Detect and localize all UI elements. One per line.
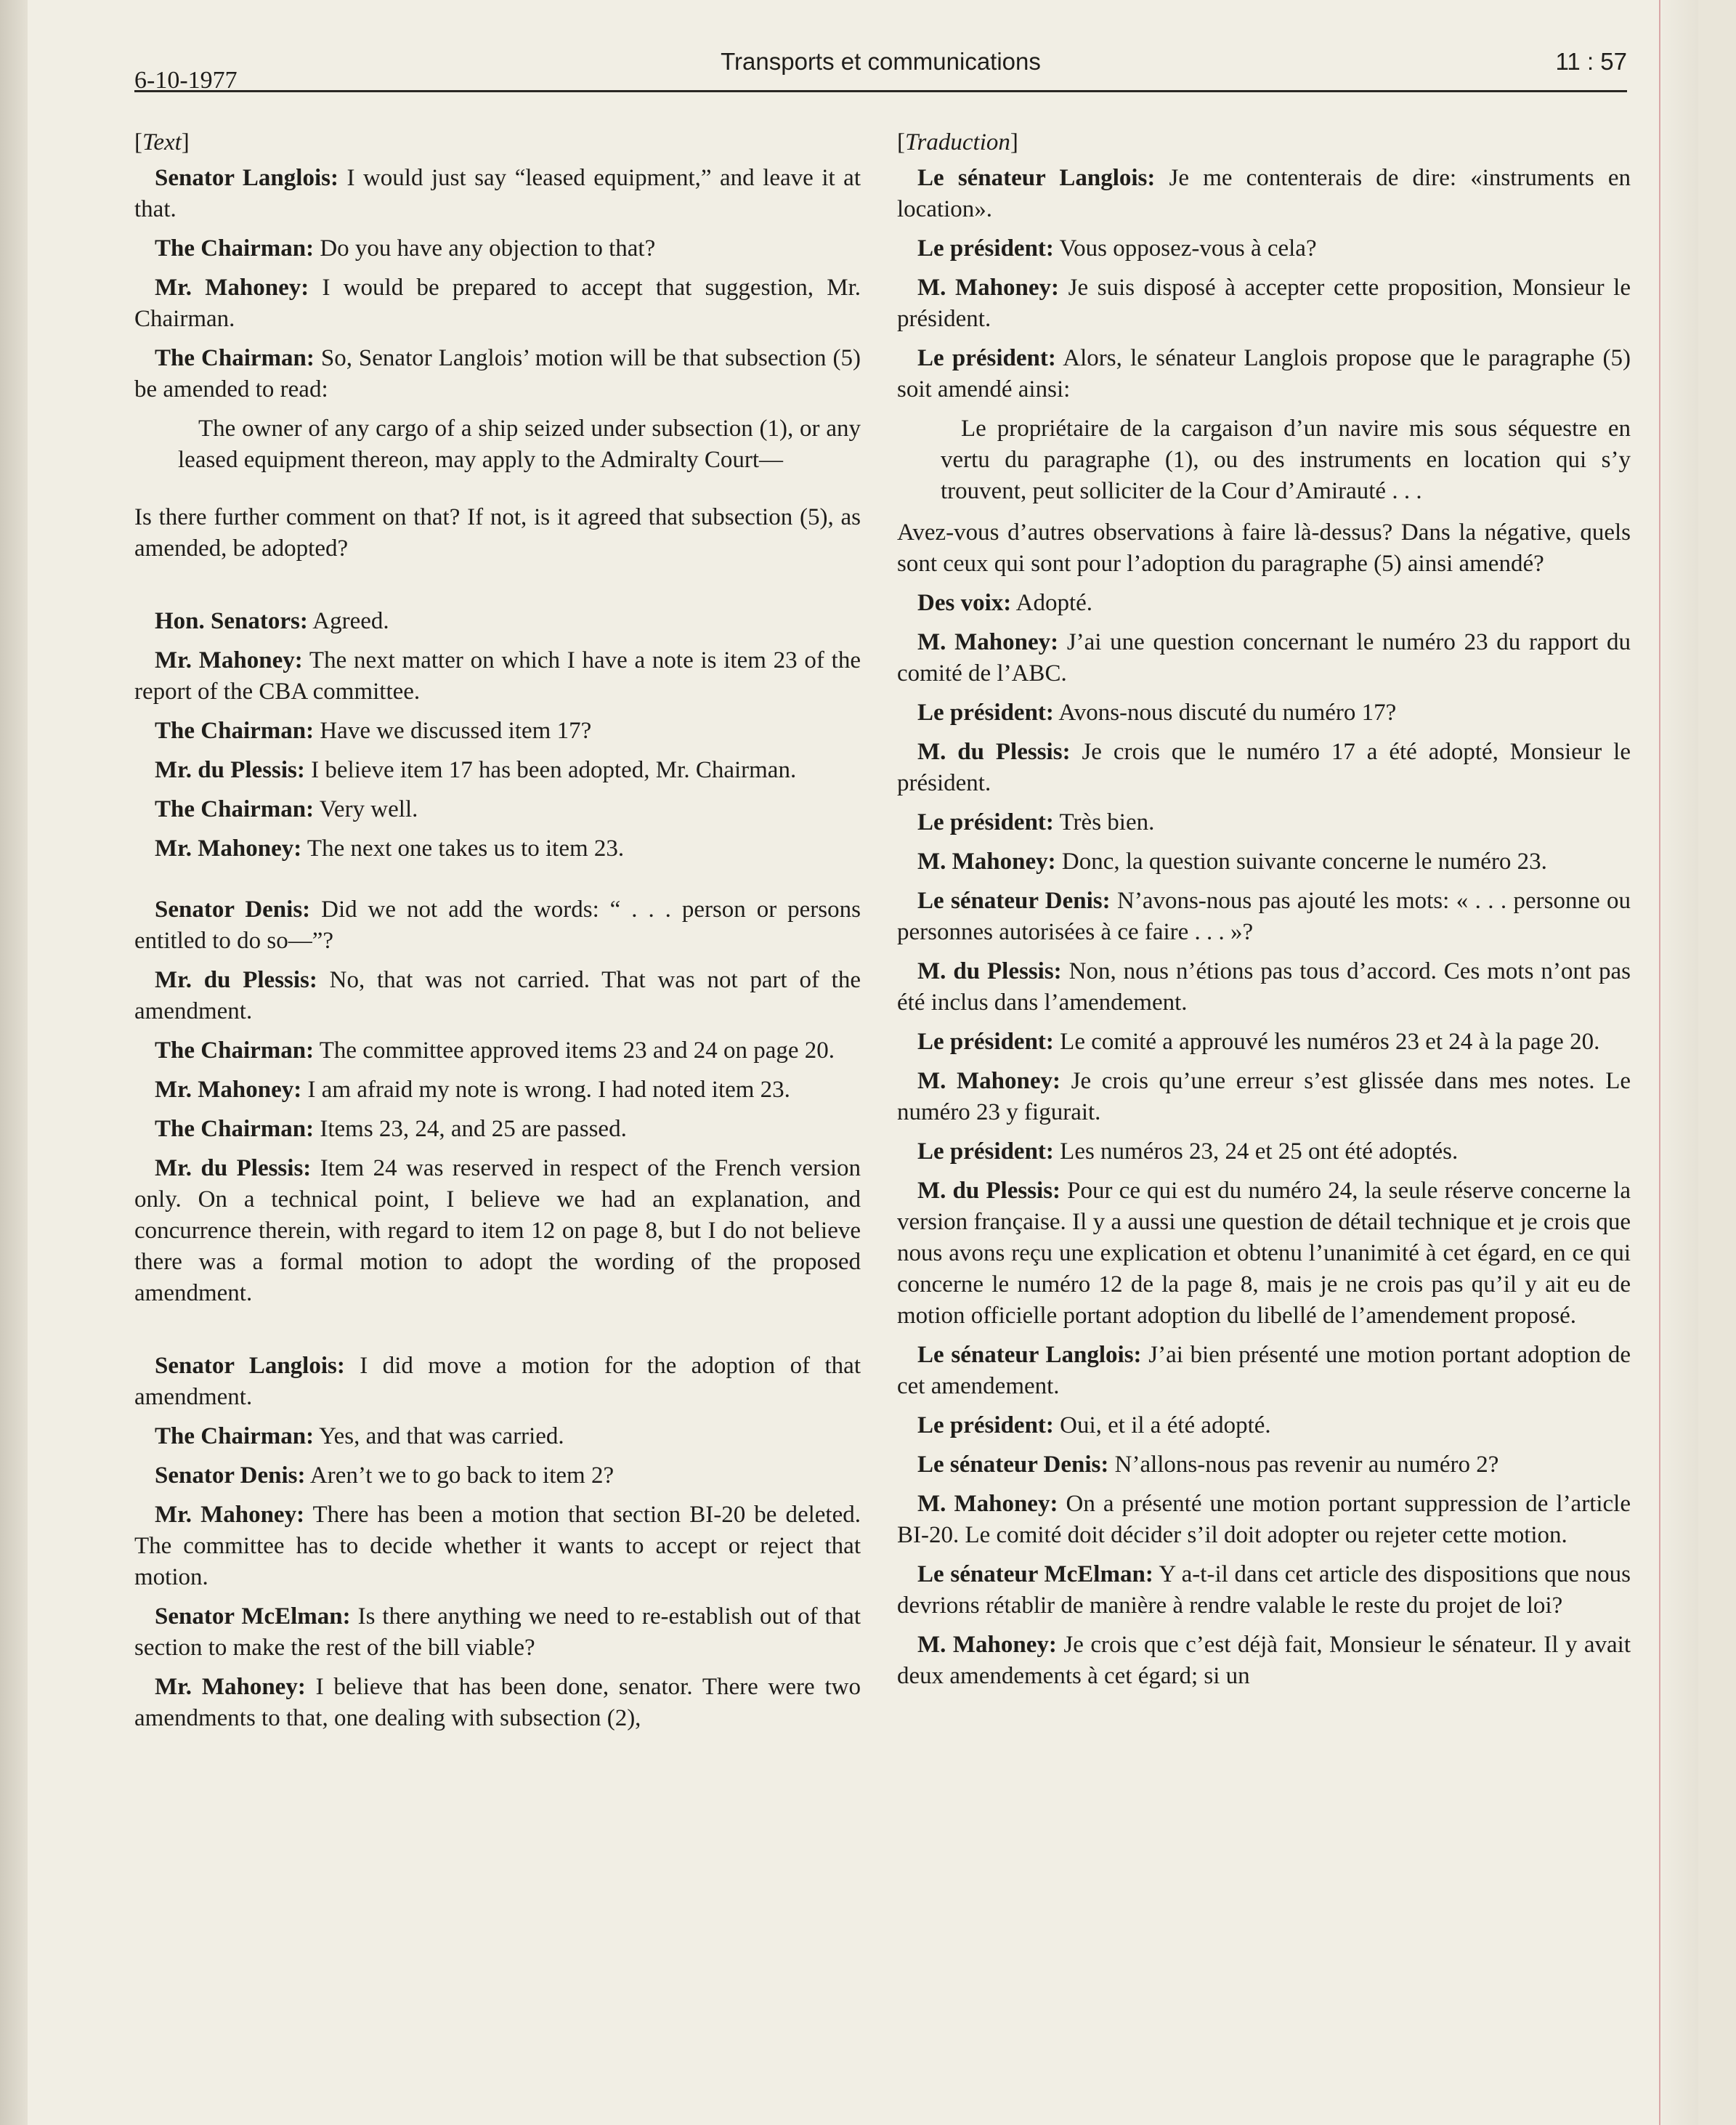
speaker-name: M. du Plessis: [917, 958, 1062, 984]
speech-paragraph: Senator Langlois: I would just say “leased equipment,” and leave it at that. [134, 165, 861, 222]
speaker-name: Le président: [917, 235, 1054, 262]
speaker-name: The Chairman: [155, 1423, 315, 1449]
speaker-name: Le sénateur Denis: [917, 888, 1111, 914]
speaker-name: Le sénateur Langlois: [917, 1342, 1142, 1368]
speaker-name: The Chairman: [155, 796, 315, 822]
speech-paragraph: Le président: Vous opposez-vous à cela? [917, 235, 1317, 262]
speech-paragraph: The Chairman: Items 23, 24, and 25 are passed. [155, 1116, 627, 1142]
speech-paragraph: Mr. Mahoney: The next one takes us to item 23. [155, 835, 625, 862]
speech-paragraph: M. du Plessis: Non, nous n’étions pas tous d’accord. Ces mots n’ont pas été inclus dans l’amendement. [897, 958, 1631, 1016]
speech-paragraph: Le président: Alors, le sénateur Langlois propose que le paragraphe (5) soit amendé ainsi: [897, 345, 1631, 402]
speaker-name: Le président: [917, 700, 1054, 726]
page-edge [1659, 0, 1698, 2125]
speaker-name: Mr. du Plessis: [155, 967, 317, 993]
speaker-name: Senator Langlois: [155, 165, 338, 191]
speaker-name: Le président: [917, 345, 1056, 371]
speaker-name: Le sénateur Langlois: [917, 165, 1156, 191]
speech-paragraph: Le président: Les numéros 23, 24 et 25 ont été adoptés. [917, 1138, 1459, 1165]
speech-paragraph: M. du Plessis: Pour ce qui est du numéro 24, la seule réserve concerne la version française. Il y a aussi une question de détail technique et je crois que nous avons reçu une explication et obtenu l’unanimité à cet égard, en ce qui concerne le numéro 12 de la page 8, mais je ne crois pas qu’il y ait eu de motion officielle portant adoption du libellé de l’amendement proposé. [897, 1178, 1631, 1329]
speech-paragraph: Mr. du Plessis: I believe item 17 has been adopted, Mr. Chairman. [155, 757, 797, 783]
speech-paragraph: Mr. Mahoney: I believe that has been done, senator. There were two amendments to that, one dealing with subsection (2), [134, 1674, 861, 1731]
speaker-name: Mr. Mahoney: [155, 1502, 305, 1528]
speech-paragraph: The Chairman: Yes, and that was carried. [155, 1423, 564, 1449]
speech-paragraph: Avez-vous d’autres observations à faire là-dessus? Dans la négative, quels sont ceux qui sont pour l’adoption du paragraphe (5) ainsi amendé? [897, 519, 1631, 577]
speaker-name: The Chairman: [155, 1116, 315, 1142]
speaker-name: M. du Plessis: [917, 739, 1071, 765]
speaker-name: The Chairman: [155, 345, 315, 371]
speech-paragraph: Le président: Le comité a approuvé les numéros 23 et 24 à la page 20. [917, 1029, 1600, 1055]
speech-paragraph: M. Mahoney: Je suis disposé à accepter cette proposition, Monsieur le président. [897, 275, 1631, 332]
page-header [134, 44, 1627, 94]
speech-paragraph: Le sénateur Denis: N’allons-nous pas revenir au numéro 2? [917, 1452, 1499, 1478]
speech-paragraph: The Chairman: The committee approved items 23 and 24 on page 20. [155, 1037, 835, 1064]
speaker-name: M. Mahoney: [917, 629, 1059, 655]
speaker-name: Mr. Mahoney: [155, 647, 303, 673]
speech-paragraph: Le sénateur Langlois: Je me contenterais de dire: «instruments en location». [897, 165, 1631, 222]
speech-paragraph: Senator Denis: Aren’t we to go back to item 2? [155, 1462, 615, 1489]
speaker-name: Le président: [917, 1412, 1054, 1438]
header-date: 6-10-1977 [134, 67, 238, 94]
speaker-name: Mr. du Plessis: [155, 757, 305, 783]
speech-paragraph: Mr. Mahoney: There has been a motion that section BI-20 be deleted. The committee has to decide whether it wants to accept or reject that motion. [134, 1502, 861, 1590]
speaker-name: Senator Denis: [155, 896, 311, 923]
english-column [134, 127, 861, 1742]
speech-paragraph: The Chairman: Very well. [155, 796, 418, 822]
speech-paragraph: Senator Denis: Did we not add the words: “ . . . person or persons entitled to do so—”? [134, 896, 861, 954]
speaker-name: Le sénateur Denis: [917, 1452, 1109, 1478]
speech-paragraph: Le sénateur McElman: Y a-t-il dans cet article des dispositions que nous devrions rétablir de manière à rendre valable le reste du projet de loi? [897, 1561, 1631, 1619]
language-tag: [Text] [134, 129, 190, 155]
speech-paragraph: The Chairman: So, Senator Langlois’ motion will be that subsection (5) be amended to read: [134, 345, 861, 402]
binding-edge [0, 0, 28, 2125]
speaker-name: The Chairman: [155, 1037, 315, 1064]
speaker-name: Senator Langlois: [155, 1353, 345, 1379]
speech-paragraph: Mr. Mahoney: The next matter on which I have a note is item 23 of the report of the CBA committee. [134, 647, 861, 705]
speech-paragraph: Hon. Senators: Agreed. [155, 608, 389, 634]
french-column [897, 127, 1631, 1700]
speech-paragraph: The Chairman: Do you have any objection to that? [155, 235, 656, 262]
quoted-amendment: Le propriétaire de la cargaison d’un navire mis sous séquestre en vertu du paragraphe (1), ou des instruments en location qui s’y trouvent, peut solliciter de la Cour d’Amirauté . . . [941, 416, 1631, 504]
speech-paragraph: M. Mahoney: Je crois que c’est déjà fait, Monsieur le sénateur. Il y avait deux amendements à cet égard; si un [897, 1632, 1631, 1689]
running-title: Transports et communications [721, 48, 1041, 75]
header-rule [134, 90, 1627, 92]
speech-paragraph: Le président: Oui, et il a été adopté. [917, 1412, 1271, 1438]
speaker-name: Mr. Mahoney: [155, 1077, 302, 1103]
speaker-name: M. du Plessis: [917, 1178, 1061, 1204]
speech-paragraph: Le sénateur Denis: N’avons-nous pas ajouté les mots: « . . . personne ou personnes autorisées à ce faire . . . »? [897, 888, 1631, 945]
speaker-name: Mr. Mahoney: [155, 275, 309, 301]
speaker-name: Des voix: [917, 590, 1012, 616]
speech-paragraph: M. Mahoney: J’ai une question concernant le numéro 23 du rapport du comité de l’ABC. [897, 629, 1631, 687]
speech-paragraph: Mr. du Plessis: Item 24 was reserved in respect of the French version only. On a technical point, I believe we had an explanation, and concurrence therein, with regard to item 12 on page 8, but I do not believe there was a formal motion to adopt the wording of the proposed amendment. [134, 1155, 861, 1306]
speaker-name: M. Mahoney: [917, 849, 1056, 875]
speaker-name: Le sénateur McElman: [917, 1561, 1153, 1587]
language-tag: [Traduction] [897, 129, 1018, 155]
speech-paragraph: M. Mahoney: Je crois qu’une erreur s’est glissée dans mes notes. Le numéro 23 y figurait. [897, 1068, 1631, 1125]
speech-paragraph: M. Mahoney: On a présenté une motion portant suppression de l’article BI-20. Le comité doit décider s’il doit adopter ou rejeter cette motion. [897, 1491, 1631, 1548]
speaker-name: Mr. Mahoney: [155, 1674, 306, 1700]
speech-paragraph: The Chairman: Have we discussed item 17? [155, 718, 592, 744]
speech-paragraph: Senator McElman: Is there anything we need to re-establish out of that section to make the rest of the bill viable? [134, 1603, 861, 1661]
speech-paragraph: Mr. Mahoney: I am afraid my note is wrong. I had noted item 23. [155, 1077, 790, 1103]
speech-paragraph: M. du Plessis: Je crois que le numéro 17 a été adopté, Monsieur le président. [897, 739, 1631, 796]
speech-paragraph: Le président: Très bien. [917, 809, 1155, 835]
speaker-name: M. Mahoney: [917, 1068, 1061, 1094]
speech-paragraph: Mr. Mahoney: I would be prepared to accept that suggestion, Mr. Chairman. [134, 275, 861, 332]
speaker-name: Hon. Senators: [155, 608, 308, 634]
speaker-name: The Chairman: [155, 718, 315, 744]
speaker-name: Le président: [917, 1029, 1054, 1055]
speech-paragraph: Le sénateur Langlois: J’ai bien présenté une motion portant adoption de cet amendement. [897, 1342, 1631, 1399]
speaker-name: Mr. Mahoney: [155, 835, 302, 862]
quoted-amendment: The owner of any cargo of a ship seized under subsection (1), or any leased equipment thereon, may apply to the Admiralty Court— [178, 416, 861, 473]
speaker-name: The Chairman: [155, 235, 315, 262]
speaker-name: Le président: [917, 809, 1054, 835]
speech-paragraph: Des voix: Adopté. [917, 590, 1093, 616]
speaker-name: M. Mahoney: [917, 1632, 1057, 1658]
speaker-name: M. Mahoney: [917, 275, 1059, 301]
speaker-name: Senator Denis: [155, 1462, 306, 1489]
speaker-name: Senator McElman: [155, 1603, 351, 1630]
speech-paragraph: Mr. du Plessis: No, that was not carried. That was not part of the amendment. [134, 967, 861, 1024]
speech-paragraph: Senator Langlois: I did move a motion for the adoption of that amendment. [134, 1353, 861, 1410]
page-number: 11 : 57 [1555, 48, 1627, 75]
speech-paragraph: M. Mahoney: Donc, la question suivante concerne le numéro 23. [917, 849, 1547, 875]
speaker-name: Mr. du Plessis: [155, 1155, 312, 1181]
speaker-name: M. Mahoney: [917, 1491, 1058, 1517]
speech-paragraph: Le président: Avons-nous discuté du numéro 17? [917, 700, 1397, 726]
speaker-name: Le président: [917, 1138, 1054, 1165]
speech-paragraph: Is there further comment on that? If not, is it agreed that subsection (5), as amended, be adopted? [134, 504, 861, 562]
